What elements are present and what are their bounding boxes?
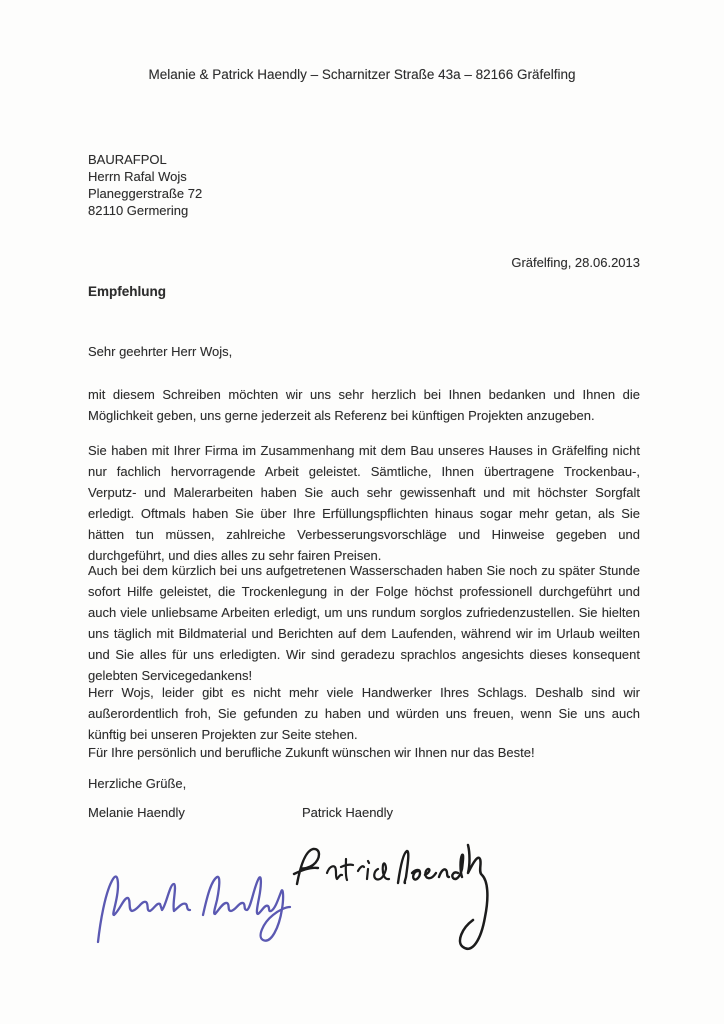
signature-stroke xyxy=(398,851,449,883)
recipient-address-block xyxy=(88,151,202,219)
closing-phrase: Herzliche Grüße, xyxy=(88,776,187,791)
recipient-city: 82110 Germering xyxy=(88,203,189,218)
salutation: Sehr geehrter Herr Wojs, xyxy=(88,344,233,359)
patrick-signature-image xyxy=(282,824,494,988)
signature-stroke xyxy=(203,877,290,941)
signatory-name-patrick: Patrick Haendly xyxy=(302,805,394,820)
subject-heading: Empfehlung xyxy=(88,284,166,299)
signature-stroke xyxy=(294,849,319,884)
body-paragraph: Sie haben mit Ihrer Firma im Zusammenhang mit dem Bau unseres Hauses in Gräfelfing nicht nur fachlich hervorragende Arbeit geleistet. Sämtliche, Ihnen übertragene Trockenbau-, Verputz- und Malerarbeiten haben Sie auch sehr gewissenhaft und mit höchster Sorgfalt erledigt. Oftmals haben Sie über Ihre Erfüllungspflichten hinaus sogar mehr getan, als Sie hätten tun müssen, zahlreiche Verbesserungsvorschläge und Hinweise gegeben und durchgeführt, und dies alles zu sehr fairen Preisen. xyxy=(88,443,640,563)
sender-address-line: Melanie & Patrick Haendly – Scharnitzer Straße 43a – 82166 Gräfelfing xyxy=(148,67,576,82)
recipient-company: BAURAFPOL xyxy=(88,152,167,167)
body-paragraph: mit diesem Schreiben möchten wir uns sehr herzlich bei Ihnen bedanken und Ihnen die Möglichkeit geben, uns gerne jederzeit als Referenz bei künftigen Projekten anzugeben. xyxy=(88,387,640,423)
melanie-signature-image xyxy=(90,840,295,952)
body-paragraph: Auch bei dem kürzlich bei uns aufgetretenen Wasserschaden haben Sie noch zu später Stunde sofort Hilfe geleistet, die Trockenlegung in der Folge höchst professionell durchgeführt und auch viele unliebsame Arbeiten erledigt, um uns rundum sorglos zufriedenzustellen. Sie hielten uns täglich mit Bildmaterial und Berichten auf dem Laufenden, während wir im Urlaub weilten und Sie alles für uns erledigten. Wir sind geradezu sprachlos angesichts dieses konsequent gelebten Servicegedankens! xyxy=(88,563,640,683)
recipient-street: Planeggerstraße 72 xyxy=(88,186,203,201)
signature-stroke xyxy=(327,859,389,880)
body-paragraph: Herr Wojs, leider gibt es nicht mehr viele Handwerker Ihres Schlags. Deshalb sind wir außerordentlich froh, Sie gefunden zu haben und würden uns freuen, wenn Sie uns auch künftig bei unseren Projekten zur Seite stehen. xyxy=(88,685,640,742)
body-paragraph: Für Ihre persönlich und berufliche Zukunft wünschen wir Ihnen nur das Beste! xyxy=(88,745,535,760)
place-and-date: Gräfelfing, 28.06.2013 xyxy=(511,255,640,270)
signature-stroke xyxy=(98,877,190,942)
signatory-name-melanie: Melanie Haendly xyxy=(88,805,185,820)
recipient-name: Herrn Rafal Wojs xyxy=(88,169,187,184)
signature-stroke xyxy=(452,855,463,879)
